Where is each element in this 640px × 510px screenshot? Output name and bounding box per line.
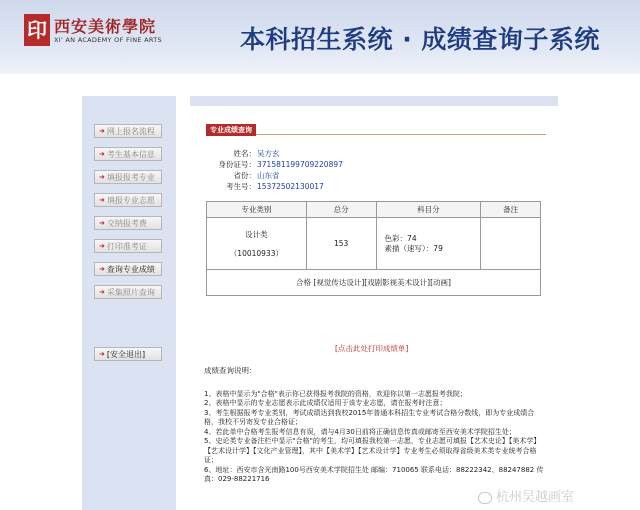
arrow-right-icon: ➜ bbox=[99, 196, 105, 204]
main-content bbox=[190, 96, 558, 510]
category-code: （10010933） bbox=[229, 248, 283, 258]
subject-score-sketch: 素描（速写）：79 bbox=[384, 243, 443, 253]
student-info bbox=[204, 148, 343, 192]
watermark-text: 杭州吴越画室 bbox=[496, 490, 575, 505]
seal-icon: 印 bbox=[24, 14, 50, 46]
logout-label: [安全退出] bbox=[106, 349, 146, 359]
sidebar-nav bbox=[94, 124, 162, 308]
section-header bbox=[206, 124, 546, 135]
sidebar-item-label: 填报专业志愿 bbox=[106, 195, 155, 205]
sidebar-item-label: 考生基本信息 bbox=[106, 149, 155, 159]
total-score: 153 bbox=[306, 218, 376, 270]
col-header-total: 总分 bbox=[306, 202, 376, 218]
sidebar-item-major-application[interactable] bbox=[94, 170, 162, 184]
wechat-icon bbox=[478, 492, 492, 504]
result-cell: 合格 [视觉传达设计][戏剧影视美术设计][动画] bbox=[207, 270, 541, 296]
sidebar-item-label: 交纳报考费 bbox=[106, 218, 147, 228]
province-row bbox=[204, 170, 343, 181]
arrow-right-icon: ➜ bbox=[99, 219, 105, 227]
sidebar-item-score-query[interactable] bbox=[94, 262, 162, 276]
arrow-right-icon: ➜ bbox=[99, 242, 105, 250]
subject-score-color: 色彩：74 bbox=[384, 233, 417, 243]
exam-no-row bbox=[204, 181, 343, 192]
arrow-right-icon: ➜ bbox=[99, 265, 105, 273]
note-item: 6、地址：西安市含光南路100号西安美术学院招生处 邮编：710065 联系电话：88222342、88247882 传真：029-88221716 bbox=[204, 465, 544, 483]
note-item: 2、表格中显示的专业志愿表示此成绩仅适用于该专业志愿，请在报考时注意； bbox=[204, 399, 447, 407]
exam-no-value: 15372502130017 bbox=[257, 182, 324, 191]
logo-chinese-name: 西安美術學院 bbox=[54, 17, 157, 36]
query-notes bbox=[204, 366, 544, 485]
score-table bbox=[206, 201, 541, 296]
category-name: 设计类 bbox=[245, 229, 268, 239]
note-item: 5、史论类专业备注栏中显示"合格"的考生，均可填报我校第一志愿，专业志愿可填报【艺术史论】【美术学】【艺术设计学】【文化产业管理】，其中【美术学】【艺术设计学】专业考生必须取得省级美术类专业统考合格证； bbox=[204, 437, 541, 464]
logout-button[interactable] bbox=[94, 347, 162, 361]
col-header-subjects: 科目分 bbox=[376, 202, 481, 218]
table-row bbox=[207, 218, 541, 270]
name-label: 姓名： bbox=[233, 149, 256, 158]
page-title: 本科招生系统 · 成绩查询子系统 bbox=[240, 25, 600, 54]
id-label: 身份证号： bbox=[218, 160, 256, 169]
name-row bbox=[204, 148, 343, 159]
sidebar-item-registration-process[interactable] bbox=[94, 124, 162, 138]
content-top-band bbox=[190, 96, 558, 106]
table-row bbox=[207, 270, 541, 296]
section-title: 专业成绩查询 bbox=[206, 124, 256, 136]
note-item: 4、若此单中合格考生报考信息有误，请与4月30日前将正确信息传真或邮寄至西安美术学院招生处； bbox=[204, 427, 516, 436]
print-score-link[interactable]: [点击此处打印成绩单] bbox=[335, 344, 409, 353]
watermark bbox=[478, 486, 574, 505]
subject-scores bbox=[376, 218, 481, 270]
sidebar-item-major-preference[interactable] bbox=[94, 193, 162, 207]
arrow-right-icon: ➜ bbox=[99, 350, 105, 358]
arrow-right-icon: ➜ bbox=[99, 127, 105, 135]
arrow-right-icon: ➜ bbox=[99, 150, 105, 158]
note-item: 3、考生根据报考专业类别，考试成绩达到我校2015年普通本科招生专业考试合格分数线，即为专业成绩合格，我校不另寄发专业合格证； bbox=[204, 408, 535, 426]
notes-title: 成绩查询说明： bbox=[204, 366, 257, 375]
sidebar-item-photo-query[interactable] bbox=[94, 285, 162, 299]
sidebar-item-label: 填报报考专业 bbox=[106, 172, 155, 182]
arrow-right-icon: ➜ bbox=[99, 173, 105, 181]
sidebar-item-label: 采集照片查询 bbox=[106, 287, 155, 297]
col-header-remark: 备注 bbox=[481, 202, 541, 218]
name-value: 吴方玄 bbox=[257, 149, 280, 158]
exam-no-label: 考生号： bbox=[226, 182, 256, 191]
province-value: 山东省 bbox=[257, 171, 280, 180]
province-label: 省份： bbox=[233, 171, 256, 180]
sidebar-item-pay-fee[interactable] bbox=[94, 216, 162, 230]
sidebar-item-label: 查询专业成绩 bbox=[106, 264, 155, 274]
sidebar-item-candidate-info[interactable] bbox=[94, 147, 162, 161]
category-cell bbox=[207, 218, 307, 270]
sidebar-item-label: 网上报名流程 bbox=[106, 126, 155, 136]
col-header-category: 专业类别 bbox=[207, 202, 307, 218]
id-value: 371581199709220897 bbox=[257, 160, 343, 169]
note-item: 1、表格中显示为"合格"表示你已获得报考我院的资格，欢迎你以第一志愿报考我院； bbox=[204, 389, 467, 398]
sidebar-item-print-admission[interactable] bbox=[94, 239, 162, 253]
table-header-row bbox=[207, 202, 541, 218]
remark-cell bbox=[481, 218, 541, 270]
logo-english-name: XI' AN ACADEMY OF FINE ARTS bbox=[54, 36, 162, 44]
arrow-right-icon: ➜ bbox=[99, 288, 105, 296]
page-header bbox=[0, 0, 640, 74]
sidebar-item-label: 打印准考证 bbox=[106, 241, 147, 251]
id-row bbox=[204, 159, 343, 170]
academy-logo[interactable] bbox=[24, 14, 174, 54]
